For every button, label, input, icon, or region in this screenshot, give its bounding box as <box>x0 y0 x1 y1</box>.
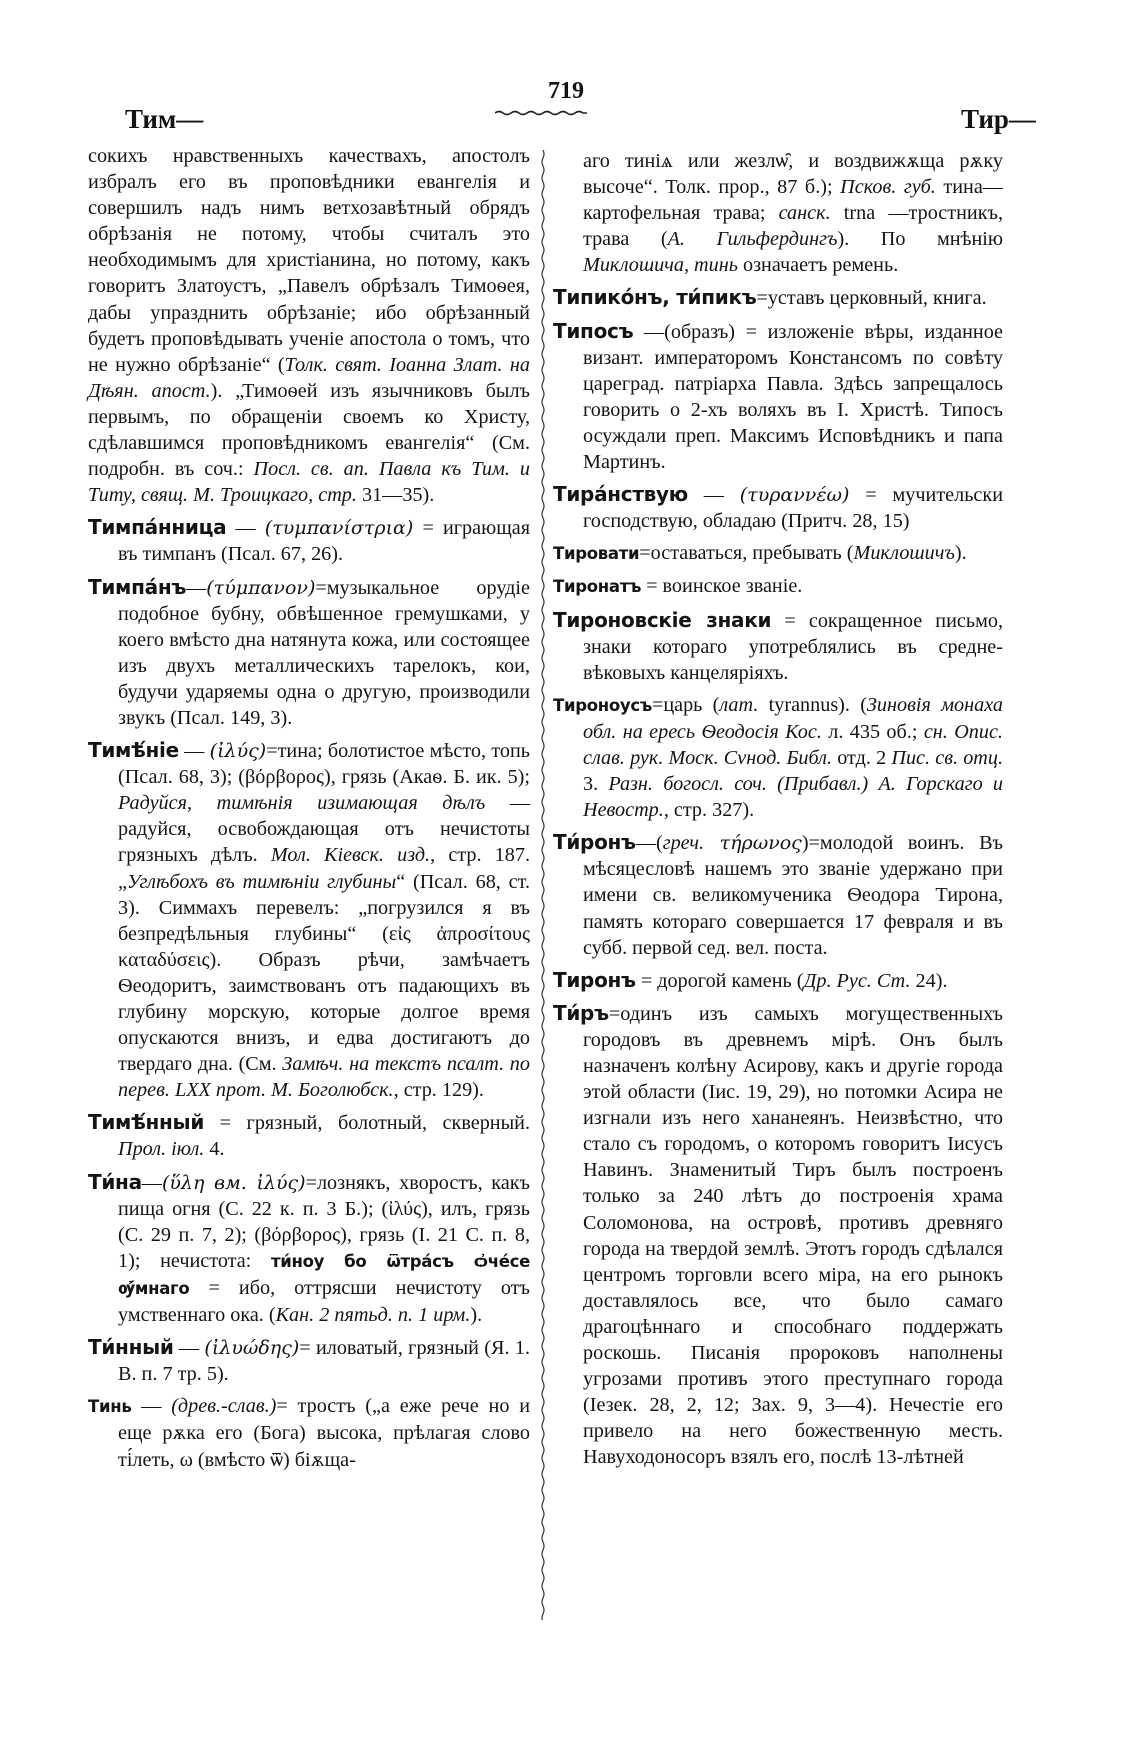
definition: =уставъ церковный, книга. <box>756 287 987 310</box>
citation: Миклошичъ <box>853 542 955 565</box>
dictionary-entry-tiron-warrior <box>553 829 1003 960</box>
greek-term: (ἰλυώδης) <box>204 1337 300 1360</box>
definition: =царь ( <box>651 693 720 716</box>
dash: — <box>186 576 207 599</box>
citation: Миклошича, тинь <box>583 254 738 277</box>
definition: = воинское званіе. <box>641 575 803 598</box>
definition: , стр. 187. „ <box>118 844 530 893</box>
definition: tyrannus). ( <box>758 693 867 716</box>
dictionary-entry-timpannitsa <box>88 514 530 567</box>
greek-term: (τύμπανον) <box>206 576 316 599</box>
definition: = тростъ („а еже рече но и еще рѫка его (Бога) высока, прѣлагая слово ті́леть, ω (вмѣсто ѿ) біѫща- <box>118 1395 531 1471</box>
greek-term: (τυμπανίστρια) <box>264 517 414 540</box>
entry-text: trna —тростникъ, трава ( <box>583 202 1003 251</box>
definition: = грязный, болотный, скверный. <box>219 1112 531 1135</box>
entry-text: означаетъ ремень. <box>737 254 899 277</box>
headword: Ти́на <box>88 1169 142 1194</box>
dash: — <box>141 1171 162 1194</box>
citation: Пис. св. отц. <box>891 746 1004 769</box>
definition: =одинъ изъ самыхъ могущественныхъ городовъ въ древнемъ мірѣ. Онъ былъ назначенъ колѣну Асирову, какъ и другіе города этой области (Іис. 19, 29), но потомки Асира не изгнали изъ него хананеянъ. Неизвѣстно, что стало съ городомъ, о которомъ говоритъ Іисусъ Навинъ. Знаменитый Тиръ былъ построенъ только за 240 лѣтъ до построенія храма Соломонова, на островѣ, противъ древняго города на твердой землѣ. Этотъ городъ сдѣлался центромъ торговли всего міра, на его рынокъ доставлялось все, что было самаго драгоцѣннаго и способнаго поддержать роскошь. Писанія пророковъ наполнены угрозами противъ этого преступнаго города (Іезек. 28, 2, 12; Зах. 9, 3—4). Нечестіе его привело на него божественную месть. Навуходоносоръ взялъ его, послѣ 13-лѣтней <box>583 1002 1003 1469</box>
quotation: Радуйся, тимѣнія изимающая дѣлъ <box>118 792 486 815</box>
definition: “ (Псал. 68, ст. 3). Симмахъ перевелъ: „погрузился я въ безпредѣльныя глубины“ (εἰς ἀπροσίτους καταδύσεις). Образъ рѣчи, замѣчаетъ Ѳеодоритъ, заимствованъ отъ падающихъ въ глубину морскую, которые долгое время опускаются внизъ, и едва достигаютъ до твердаго дна. (См. <box>118 870 530 1076</box>
citation: греч. <box>662 832 705 855</box>
dictionary-entry-tiranstvuyu <box>553 481 1003 534</box>
dictionary-entry-tir <box>553 1000 1003 1471</box>
citation: лат. <box>719 693 759 716</box>
etymology: (древ.-слав.) <box>171 1395 277 1418</box>
dictionary-entry-timenie <box>88 737 530 1103</box>
dictionary-entry-timennyi <box>88 1109 530 1162</box>
continuation-entry <box>88 143 530 508</box>
definition: = играющая въ тимпанъ (Псал. 67, 26). <box>118 517 530 566</box>
headword: Тимпа́нница <box>88 515 227 540</box>
slavonic-quote: ти́ноу бо ѿтра́съ ѻ҆че́се ѹ҆́мнаго <box>118 1251 530 1298</box>
definition: ). <box>470 1304 483 1327</box>
definition: =музыкальное орудіе подобное бубну, обвѣшенное гремушками, у коего вмѣсто дна натянута кожа, или состоящее изъ двухъ металлическихъ тарелокъ, кои, будучи ударяемы одна о другую, производили звукъ (Псал. 149, 3). <box>118 576 530 729</box>
definition: 3. <box>583 773 609 796</box>
headword: Тиронъ <box>553 967 636 992</box>
headword: Ти́нный <box>88 1335 174 1360</box>
headword: Тинь <box>88 1397 132 1417</box>
definition: —(образъ) = изложеніе вѣры, изданное визант. императоромъ Констансомъ по совѣту цареград. патріарха Павла. Здѣсь запрещалось говорить о 2-хъ воляхъ въ І. Христѣ. Типосъ осуждали преп. Максимъ Исповѣдникъ и папа Мартинъ. <box>583 320 1003 474</box>
citation: сн. Опис. слав. рук. Моск. Сvнод. Библ. <box>583 720 1003 769</box>
dictionary-entry-tironous <box>553 692 1003 823</box>
dictionary-entry-tina <box>88 1169 530 1329</box>
definition: = сокращенное письмо, знаки котораго употреблялись въ средне-вѣковыхъ канцеляріяхъ. <box>583 609 1003 684</box>
citation: Толк. свят. Іоанна Злат. на Дѣян. апост. <box>88 353 530 402</box>
definition: ). <box>954 542 967 565</box>
dash: — <box>687 484 740 507</box>
citation: Мол. Кіевск. изд. <box>270 844 431 867</box>
dictionary-entry-tironat <box>553 573 1003 600</box>
citation: санск. <box>778 202 831 225</box>
dash: — <box>178 740 210 763</box>
headword: Тимѣ́нный <box>88 1110 205 1135</box>
dictionary-entry-tipos <box>553 318 1003 476</box>
headword: Тимѣ́ніе <box>88 738 179 763</box>
citation: Зиновія монаха обл. на ересь Ѳеодосія Кос. <box>583 693 1004 743</box>
dictionary-entry-timpan <box>88 574 530 732</box>
dictionary-entry-tirovati <box>553 540 1003 567</box>
headword: Тира́нствую <box>553 482 688 507</box>
headword: Тиронатъ <box>553 577 642 597</box>
greek-term: (ἰλύς) <box>209 740 267 763</box>
citation: А. Гильфердингъ <box>667 228 838 251</box>
definition: , стр. 129). <box>393 1079 484 1102</box>
headword: Тироновскіе знаки <box>553 607 772 632</box>
headword: Типико́нъ, ти́пикъ <box>553 285 757 310</box>
citation: Др. Рус. Ст. <box>803 969 911 992</box>
definition: —( <box>635 832 663 855</box>
definition: )=молодой воинъ. Въ мѣсяцесловѣ нашемъ это званіе удержано при имени св. великомученика Ѳеодора Тирона, память котораго совершается 17 февраля и въ субб. первой сед. вел. поста. <box>583 832 1003 959</box>
citation: Прол. іюл. <box>118 1138 205 1161</box>
definition: = мучительски господствую, обладаю (Притч. 28, 15) <box>583 484 1003 533</box>
entry-text: сокихъ нравственныхъ качествахъ, апостолъ избралъ его въ проповѣдники евангелія и совершилъ надъ нимъ ветхозавѣтный обрядъ обрѣзанія не потому, чтобы считалъ это необходимымъ для христіанина, но потому, какъ говоритъ Златоустъ, „Павелъ обрѣзалъ Тимоѳея, дабы упразднить обрѣзаніе; ибо обрѣзанный будетъ проповѣдывать ученіе апостола о томъ, что не нужно обрѣзаніе“ ( <box>88 145 530 376</box>
greek-term: (τυραννέω) <box>739 484 850 507</box>
entry-text: тина—картофельная трава; <box>583 176 1003 225</box>
definition: = дорогой камень ( <box>635 969 804 992</box>
running-head-right: Тир— <box>961 104 1036 134</box>
entry-text: ). По мнѣнію <box>837 228 1003 251</box>
definition: 4. <box>204 1138 225 1161</box>
right-column <box>553 148 1003 1477</box>
left-column <box>88 143 530 1479</box>
definition: =лознякъ, хворостъ, какъ пища огня (С. 22 к. п. 3 Б.); (ἰλύς), илъ, грязь (С. 29 п. 7, 2); (βόρβορος), грязь (І. 21 С. п. 8, 1); нечистота: <box>118 1171 530 1272</box>
definition: = ибо, оттрясши нечистоту отъ умственнаго ока. ( <box>118 1276 530 1327</box>
entry-text: аго тиніѧ или жезлѡ̑, и воздвижѫща рѫку высоче“. Толк. прор., 87 б.); <box>583 150 1003 199</box>
continuation-entry <box>553 148 1003 278</box>
entry-text: ). „Тимоѳей изъ язычниковъ былъ первымъ, по обращеніи своемъ ко Христу, сдѣлавшимся проповѣдникомъ евангелія“ (См. подробн. въ соч.: <box>88 379 530 481</box>
dash: — <box>226 517 265 540</box>
definition: = иловатый, грязный (Я. 1. В. п. 7 тр. 5). <box>118 1337 530 1386</box>
column-divider <box>540 150 546 1620</box>
citation: Разн. богосл. соч. (Прибавл.) А. Горскаго и Невостр. <box>583 773 1004 822</box>
running-head-left: Тим— <box>125 104 204 134</box>
citation: Кан. 2 пятьд. п. 1 ирм. <box>275 1304 471 1327</box>
dictionary-entry-tironovskie-znaki <box>553 607 1003 686</box>
quotation: Углѣбохъ въ тимѣніи глубины <box>126 870 397 893</box>
headword: Ти́ронъ <box>553 830 636 855</box>
dictionary-entry-tiron-stone <box>553 967 1003 994</box>
greek-term: τήρωνος <box>704 832 802 855</box>
entry-text: 31—35). <box>356 484 435 507</box>
definition: 24). <box>910 969 948 992</box>
dash: — <box>131 1395 172 1418</box>
greek-term: (ὕλη вм. ἰλύς) <box>161 1171 306 1194</box>
definition: — радуйся, освобождающая отъ нечистоты грязныхъ дѣлъ. <box>118 792 531 867</box>
citation: Замѣч. на текстъ псалт. по перев. LXX прот. М. Боголюбск. <box>118 1053 530 1102</box>
dash: — <box>173 1337 205 1360</box>
definition: отд. 2 <box>832 746 892 769</box>
citation: Псков. губ. <box>840 176 936 199</box>
wavy-rule <box>495 110 587 116</box>
headword: Тимпа́нъ <box>88 574 187 599</box>
headword: Типосъ <box>553 318 634 343</box>
dictionary-entry-tin <box>88 1393 530 1472</box>
headword: Ти́ръ <box>553 1000 609 1025</box>
dictionary-entry-tipikon <box>553 284 1003 311</box>
definition: =тина; болотистое мѣсто, топь (Псал. 68, 3); (βόρβορος), грязь (Акаѳ. Б. ик. 5); <box>118 740 530 789</box>
headword: Тировати <box>553 544 640 564</box>
definition: , стр. 327). <box>663 799 755 822</box>
headword: Тироноусъ <box>553 695 652 715</box>
definition: л. 435 об.; <box>821 720 924 743</box>
definition: =оставаться, пребывать ( <box>639 542 854 565</box>
page-number: 719 <box>548 78 584 104</box>
citation: Посл. св. ап. Павла къ Тим. и Титу, свящ. М. Троицкаго, стр. <box>88 458 530 507</box>
dictionary-entry-tinnyi <box>88 1334 530 1387</box>
dash <box>204 1112 220 1134</box>
